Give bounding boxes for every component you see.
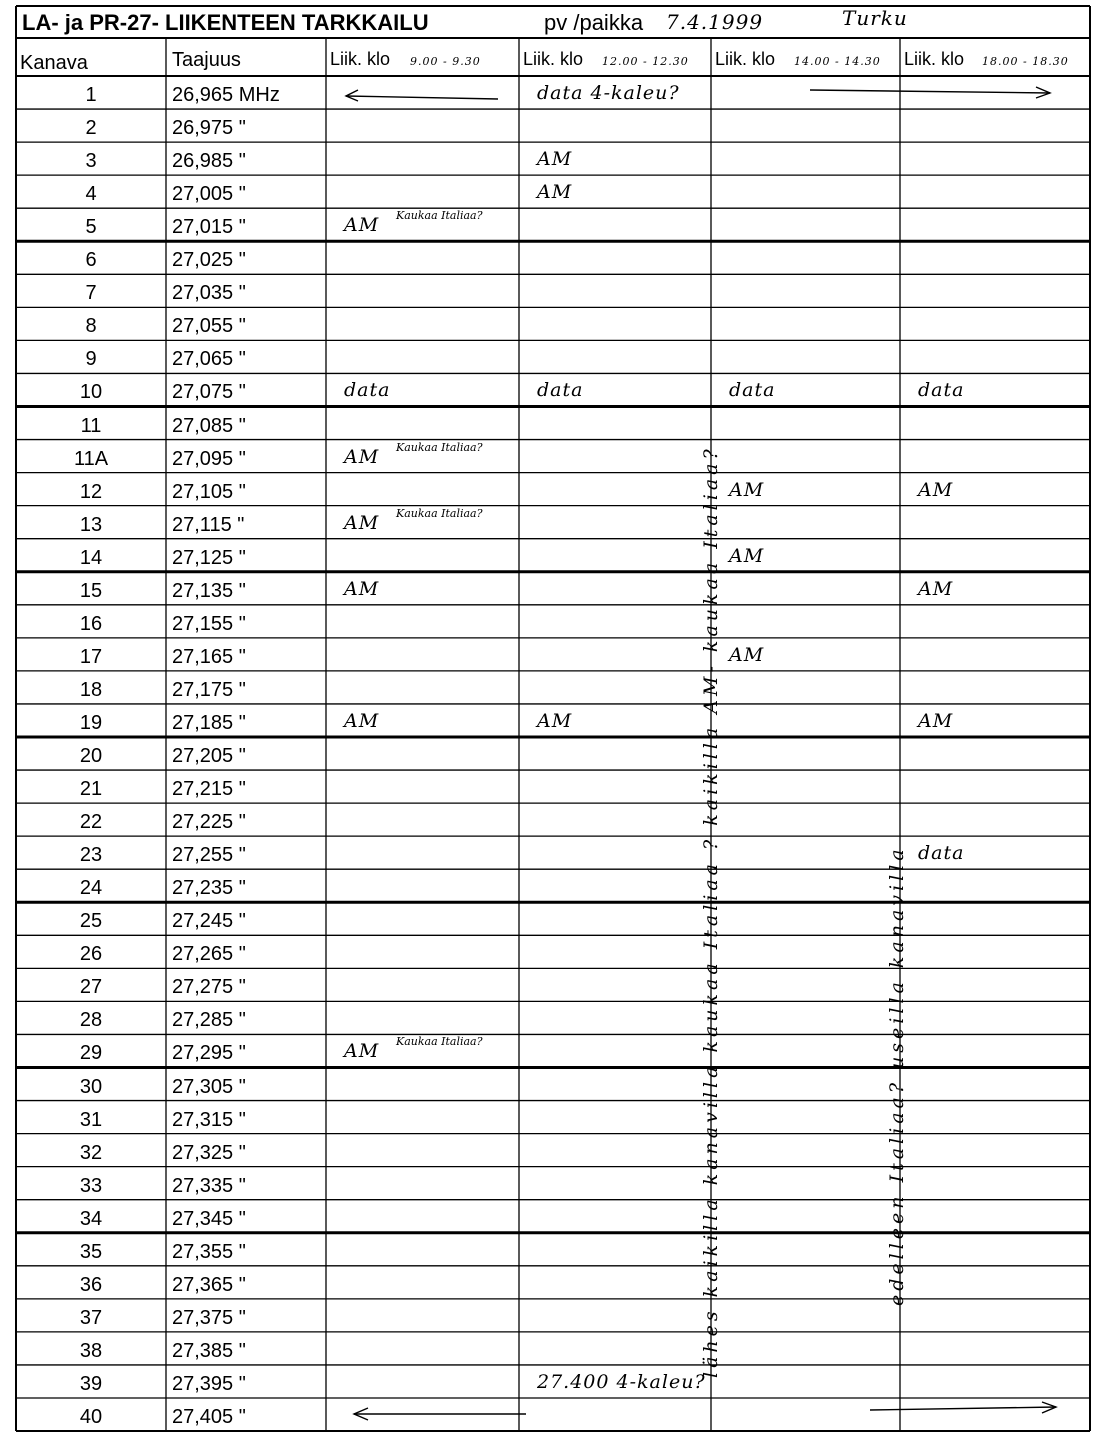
channel-frequency: 27,285 " xyxy=(172,1009,246,1032)
channel-frequency: 27,165 " xyxy=(172,645,246,668)
channel-frequency: 27,315 " xyxy=(172,1108,246,1131)
channel-frequency: 27,065 " xyxy=(172,348,246,371)
channel-number: 33 xyxy=(79,1174,103,1197)
handwritten-entry: data xyxy=(918,379,965,402)
handwritten-entry: AM xyxy=(918,478,954,501)
channel-frequency: 26,985 " xyxy=(172,150,246,173)
handwritten-entry: data xyxy=(344,379,391,402)
channel-number: 18 xyxy=(79,678,103,701)
handwritten-entry: AM xyxy=(729,643,765,666)
channel-frequency: 27,235 " xyxy=(172,877,246,900)
channel-number: 11 xyxy=(80,414,102,437)
channel-frequency: 27,365 " xyxy=(172,1273,246,1296)
channel-frequency: 27,355 " xyxy=(172,1240,246,1263)
handwritten-entry: AM xyxy=(729,478,765,501)
channel-number: 30 xyxy=(79,1075,103,1098)
arrow-left-row-40 xyxy=(350,1406,530,1422)
handwritten-entry: AM xyxy=(729,544,765,567)
channel-frequency: 27,095 " xyxy=(172,447,246,470)
channel-number: 17 xyxy=(79,645,103,668)
vertical-note-1: lähes kaikilla kanavilla kaukaa Italiaa ? kaikilla AM- kaukaa Italiaa? xyxy=(700,445,722,1378)
handwritten-note: Kaukaa Italiaa? xyxy=(396,1035,483,1049)
column-header-liik-1-time: 9.00 - 9.30 xyxy=(410,55,481,68)
channel-frequency: 27,265 " xyxy=(172,943,246,966)
channel-frequency: 27,405 " xyxy=(172,1406,246,1428)
channel-number: 14 xyxy=(79,546,103,569)
channel-number: 11A xyxy=(73,447,109,470)
channel-number: 37 xyxy=(79,1306,103,1329)
channel-frequency: 27,345 " xyxy=(172,1207,246,1230)
channel-number: 40 xyxy=(79,1406,103,1428)
handwritten-entry: AM xyxy=(344,1040,380,1063)
channel-number: 1 xyxy=(85,84,97,106)
handwritten-entry: AM xyxy=(344,709,380,732)
channel-frequency: 27,325 " xyxy=(172,1141,246,1164)
channel-frequency: 27,305 " xyxy=(172,1075,246,1098)
channel-frequency: 27,115 " xyxy=(172,513,245,536)
channel-number: 27 xyxy=(79,976,103,999)
channel-frequency: 27,295 " xyxy=(172,1042,246,1065)
channel-frequency: 27,205 " xyxy=(172,745,246,767)
arrow-left-row-1 xyxy=(342,88,502,104)
channel-frequency: 27,225 " xyxy=(172,811,246,834)
channel-number: 24 xyxy=(79,877,103,900)
channel-frequency: 27,105 " xyxy=(172,480,246,503)
channel-number: 21 xyxy=(79,778,103,801)
column-header-liik-2-time: 12.00 - 12.30 xyxy=(602,55,689,68)
handwritten-entry: AM xyxy=(344,577,380,600)
channel-number: 22 xyxy=(79,811,103,834)
channel-frequency: 26,975 " xyxy=(172,117,246,140)
channel-number: 13 xyxy=(79,513,103,536)
channel-frequency: 27,255 " xyxy=(172,844,246,867)
channel-number: 32 xyxy=(79,1141,103,1164)
handwritten-note: Kaukaa Italiaa? xyxy=(396,209,483,223)
channel-frequency: 27,385 " xyxy=(172,1339,246,1362)
channel-number: 6 xyxy=(85,249,97,272)
channel-number: 39 xyxy=(79,1372,103,1395)
handwritten-entry: AM xyxy=(918,577,954,600)
channel-frequency: 27,025 " xyxy=(172,249,246,272)
channel-number: 38 xyxy=(79,1339,103,1362)
channel-number: 23 xyxy=(79,844,103,867)
handwritten-entry: data xyxy=(918,842,965,865)
arrow-right-row-1 xyxy=(806,84,1056,100)
column-header-taajuus: Taajuus xyxy=(172,49,241,71)
handwritten-entry: AM xyxy=(344,214,380,237)
handwritten-entry: AM xyxy=(537,181,573,204)
form-title: LA- ja PR-27- LIIKENTEEN TARKKAILU xyxy=(22,10,429,35)
channel-number: 2 xyxy=(85,117,97,140)
arrow-right-row-40 xyxy=(866,1402,1062,1418)
channel-frequency: 27,135 " xyxy=(172,579,246,602)
column-header-liik-3-time: 14.00 - 14.30 xyxy=(794,55,881,68)
handwritten-entry: AM xyxy=(537,148,573,171)
channel-number: 19 xyxy=(79,711,103,734)
handwritten-entry: AM xyxy=(344,445,380,468)
channel-number: 25 xyxy=(79,910,103,933)
channel-frequency: 27,375 " xyxy=(172,1306,246,1329)
channel-frequency: 27,125 " xyxy=(172,546,246,569)
channel-number: 4 xyxy=(85,183,97,206)
handwritten-entry: 27.400 4-kaleu? xyxy=(537,1370,706,1393)
channel-number: 7 xyxy=(85,282,97,305)
handwritten-entry: AM xyxy=(918,709,954,732)
channel-number: 10 xyxy=(79,381,103,404)
handwritten-place: Turku xyxy=(842,6,908,30)
handwritten-entry: data xyxy=(729,379,776,402)
handwritten-entry: data xyxy=(537,379,584,402)
channel-frequency: 27,395 " xyxy=(172,1372,246,1395)
channel-number: 20 xyxy=(79,745,103,767)
channel-number: 12 xyxy=(79,480,103,503)
handwritten-entry: data 4-kaleu? xyxy=(537,82,680,104)
traffic-monitoring-sheet xyxy=(16,6,1090,1434)
channel-frequency: 27,175 " xyxy=(172,678,246,701)
column-header-liik-4-time: 18.00 - 18.30 xyxy=(982,55,1069,68)
column-header-liik-2: Liik. klo xyxy=(523,49,584,69)
handwritten-note: Kaukaa Italiaa? xyxy=(396,440,483,454)
column-header-kanava: Kanava xyxy=(20,52,88,74)
handwritten-entry: AM xyxy=(344,511,380,534)
handwritten-date: 7.4.1999 xyxy=(666,10,764,34)
handwritten-entry: AM xyxy=(537,709,573,732)
column-header-liik-4: Liik. klo xyxy=(904,49,965,69)
channel-number: 29 xyxy=(79,1042,103,1065)
channel-frequency: 26,965 MHz xyxy=(172,84,280,106)
channel-frequency: 27,035 " xyxy=(172,282,246,305)
channel-frequency: 27,275 " xyxy=(172,976,246,999)
place-label: pv /paikka xyxy=(544,10,644,35)
handwritten-note: Kaukaa Italiaa? xyxy=(396,506,483,520)
channel-number: 3 xyxy=(85,150,97,173)
channel-frequency: 27,015 " xyxy=(172,216,246,239)
channel-frequency: 27,085 " xyxy=(172,414,246,437)
channel-number: 5 xyxy=(85,216,97,239)
channel-frequency: 27,335 " xyxy=(172,1174,246,1197)
channel-frequency: 27,245 " xyxy=(172,910,246,933)
channel-frequency: 27,005 " xyxy=(172,183,246,206)
channel-number: 8 xyxy=(85,315,97,338)
column-header-liik-3: Liik. klo xyxy=(715,49,776,69)
channel-number: 26 xyxy=(79,943,103,966)
channel-number: 36 xyxy=(79,1273,103,1296)
channel-number: 34 xyxy=(79,1207,103,1230)
channel-number: 31 xyxy=(79,1108,103,1131)
channel-frequency: 27,215 " xyxy=(172,778,246,801)
vertical-note-2: edelleen Italiaa? useilla kanavilla xyxy=(886,845,908,1306)
channel-frequency: 27,185 " xyxy=(172,711,246,734)
channel-number: 15 xyxy=(79,579,103,602)
channel-frequency: 27,155 " xyxy=(172,612,246,635)
channel-frequency: 27,055 " xyxy=(172,315,246,338)
channel-number: 35 xyxy=(79,1240,103,1263)
channel-number: 28 xyxy=(79,1009,103,1032)
column-header-liik-1: Liik. klo xyxy=(330,49,391,69)
channel-number: 9 xyxy=(85,348,97,371)
channel-frequency: 27,075 " xyxy=(172,381,246,404)
channel-number: 16 xyxy=(79,612,103,635)
